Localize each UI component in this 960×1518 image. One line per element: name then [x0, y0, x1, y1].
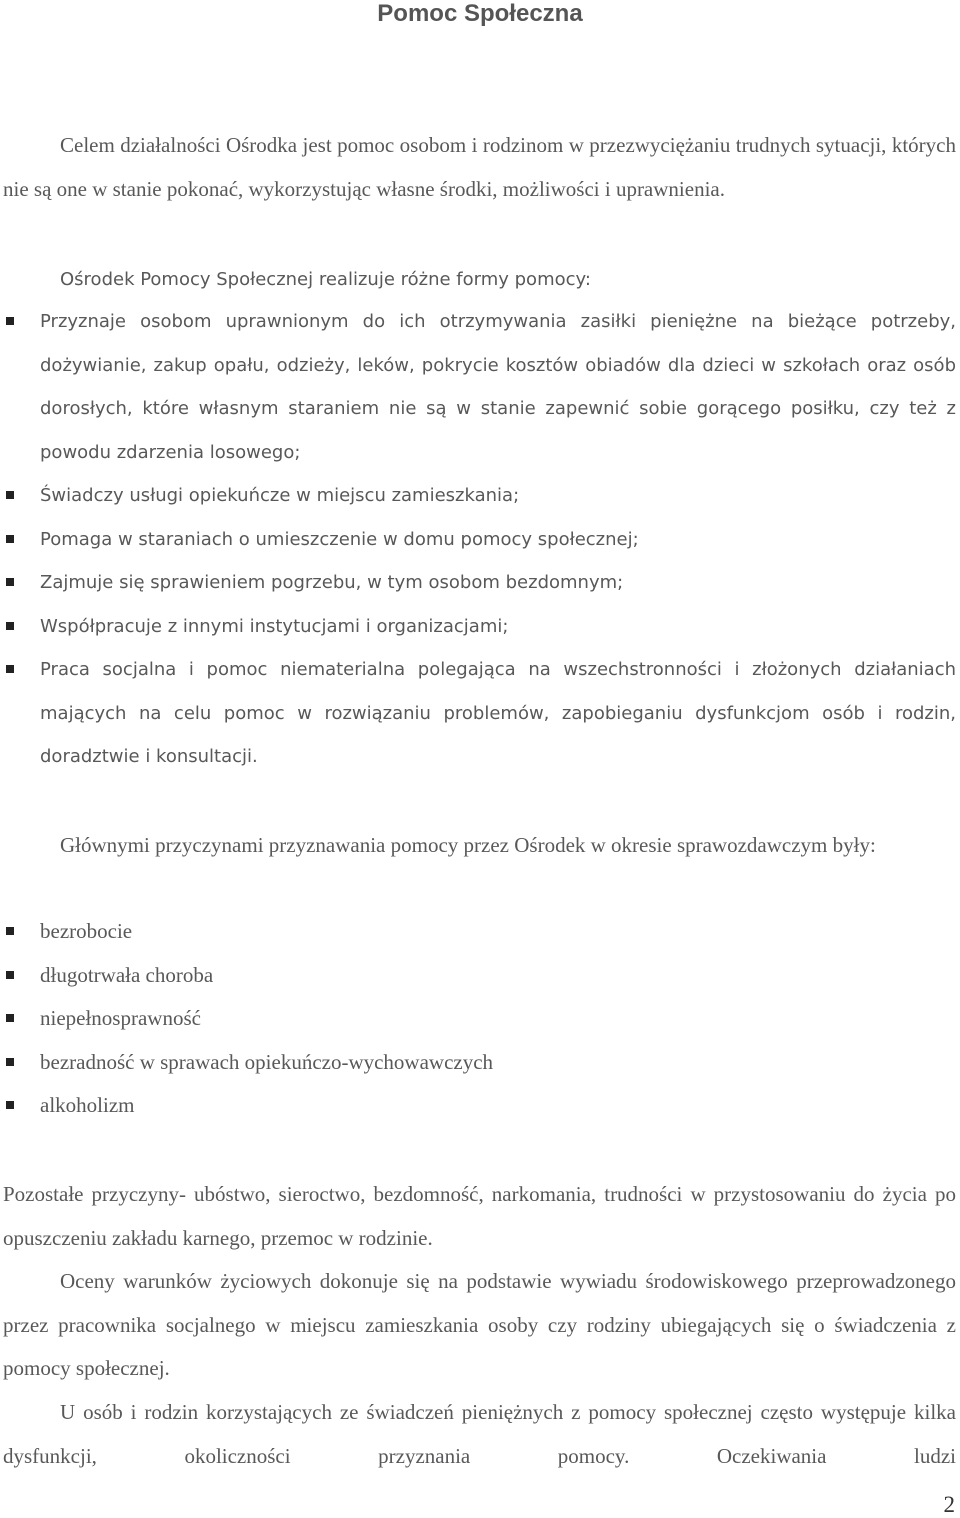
- list-item: [0, 997, 956, 1041]
- list-item: [0, 910, 956, 954]
- list-item: [0, 648, 956, 779]
- closing-paragraph: U osób i rodzin korzystających ze świadczeń pieniężnych z pomocy społecznej często występuje kilka dysfunkcji, okoliczności przyznania pomocy. Oczekiwania ludzi: [3, 1400, 956, 1468]
- square-bullet-icon: [6, 971, 14, 979]
- square-bullet-icon: [6, 665, 14, 673]
- square-bullet-icon: [6, 578, 14, 586]
- reasons-intro: Głównymi przyczynami przyznawania pomocy przez Ośrodek w okresie sprawozdawczym były:: [60, 833, 876, 857]
- list-item: [0, 474, 956, 518]
- square-bullet-icon: [6, 1101, 14, 1109]
- list-item-text: bezradność w sprawach opiekuńczo-wychowawczych: [40, 1049, 494, 1074]
- list-item-text: alkoholizm: [40, 1093, 135, 1117]
- square-bullet-icon: [6, 927, 14, 935]
- forms-intro: Ośrodek Pomocy Społecznej realizuje różne formy pomocy:: [60, 269, 591, 290]
- page-number: 2: [943, 1492, 955, 1517]
- list-item-text: długotrwała choroba: [40, 962, 214, 987]
- assessment-paragraph: Oceny warunków życiowych dokonuje się na podstawie wywiadu środowiskowego przeprowadzonego przez pracownika socjalnego w miejscu zamieszkania osoby czy rodziny ubiegających się o świadczenia z pomocy społecznej.: [3, 1269, 956, 1380]
- square-bullet-icon: [6, 317, 14, 325]
- list-item-text: Przyznaje osobom uprawnionym do ich otrzymywania zasiłki pieniężne na bieżące potrzeby, dożywianie, zakup opału, odzieży, leków, pokrycie kosztów obiadów dla dzieci w szkołach oraz osób dorosłych, które własnym staraniem nie są w stanie zapewnić sobie gorącego posiłku, czy też z powodu zdarzenia losowego;: [40, 311, 956, 463]
- list-item: [0, 605, 956, 649]
- intro-paragraph: Celem działalności Ośrodka jest pomoc osobom i rodzinom w przezwyciężaniu trudnych sytuacji, których nie są one w stanie pokonać, wykorzystując własne środki, możliwości i uprawnienia.: [3, 133, 956, 201]
- other-reasons-paragraph: Pozostałe przyczyny- ubóstwo, sieroctwo, bezdomność, narkomania, trudności w przystosowaniu do życia po opuszczeniu zakładu karnego, przemoc w rodzinie.: [3, 1182, 956, 1250]
- square-bullet-icon: [6, 491, 14, 499]
- square-bullet-icon: [6, 622, 14, 630]
- forms-list: [0, 300, 956, 779]
- square-bullet-icon: [6, 535, 14, 543]
- square-bullet-icon: [6, 1058, 14, 1066]
- list-item-text: bezrobocie: [40, 919, 133, 943]
- list-item: [0, 1041, 956, 1085]
- list-item: [0, 1084, 956, 1128]
- list-item: [0, 954, 956, 998]
- list-item: [0, 300, 956, 474]
- list-item-text: Świadczy usługi opiekuńcze w miejscu zamieszkania;: [40, 485, 520, 506]
- page-title: Pomoc Społeczna: [377, 0, 583, 27]
- list-item-text: niepełnosprawność: [40, 1006, 201, 1030]
- reasons-list: [0, 910, 956, 1128]
- list-item-text: Praca socjalna i pomoc niematerialna polegająca na wszechstronności i złożonych działaniach mających na celu pomoc w rozwiązaniu problemów, zapobieganiu dysfunkcjom osób i rodzin, doradztwie i konsultacji.: [40, 659, 956, 767]
- list-item: [0, 518, 956, 562]
- list-item: [0, 561, 956, 605]
- square-bullet-icon: [6, 1014, 14, 1022]
- list-item-text: Pomaga w staraniach o umieszczenie w domu pomocy społecznej;: [40, 528, 639, 550]
- list-item-text: Zajmuje się sprawieniem pogrzebu, w tym osobom bezdomnym;: [40, 572, 624, 593]
- list-item-text: Współpracuje z innymi instytucjami i organizacjami;: [40, 615, 509, 637]
